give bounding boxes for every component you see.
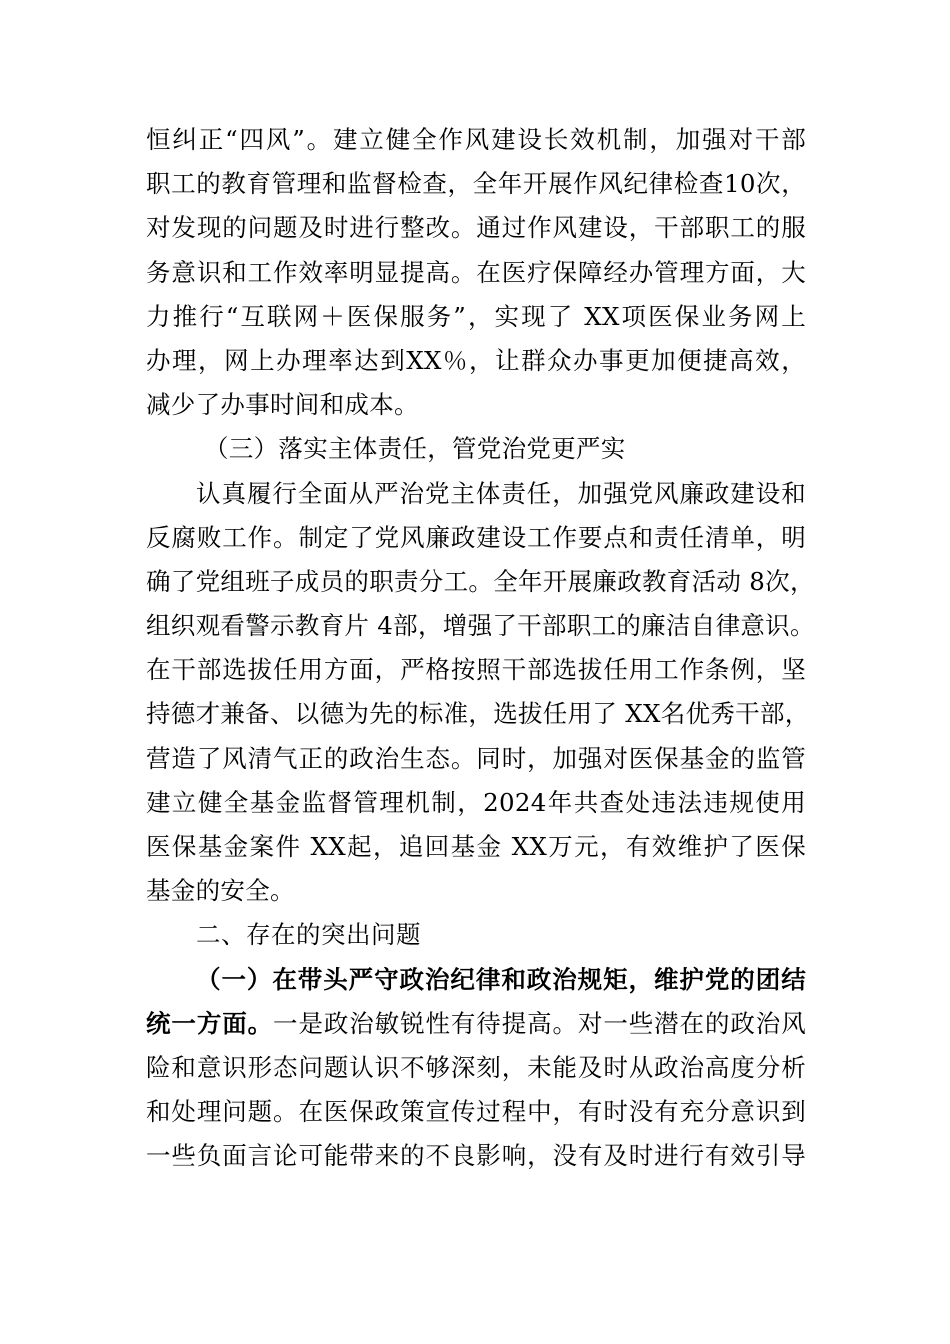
paragraph-text: 一是政治敏锐性有待提高。对一些潜在的政治风: [273, 1008, 806, 1038]
paragraph-line: 组织观看警示教育片 4部，增强了干部职工的廉洁自律意识。: [146, 611, 815, 641]
paragraph-line: 险和意识形态问题认识不够深刻，未能及时从政治高度分析: [146, 1052, 806, 1082]
paragraph-line: 建立健全基金监督管理机制，2024年共查处违法违规使用: [146, 787, 806, 817]
document-body: [146, 118, 815, 1179]
paragraph-line: 办理，网上办理率达到XX％，让群众办事更加便捷高效，: [146, 345, 806, 375]
paragraph-line: 医保基金案件 XX起，追回基金 XX万元，有效维护了医保: [146, 832, 806, 861]
subheading-one: （一）在带头严守政治纪律和政治规矩，维护党的团结: [196, 964, 806, 994]
paragraph-line: 力推行“互联网＋医保服务”，实现了 XX项医保业务网上: [146, 301, 806, 331]
paragraph-line: 反腐败工作。制定了党风廉政建设工作要点和责任清单，明: [146, 522, 806, 552]
paragraph-line: [146, 1002, 806, 1046]
paragraph-line: 减少了办事时间和成本。: [146, 390, 419, 420]
subheading-three: （三）落实主体责任，管党治党更严实: [204, 434, 626, 464]
paragraph-line: 务意识和工作效率明显提高。在医疗保障经办管理方面，大: [146, 257, 806, 287]
paragraph-line: 在干部选拔任用方面，严格按照干部选拔任用工作条例，坚: [146, 655, 806, 685]
paragraph-line: 和处理问题。在医保政策宣传过程中，有时没有充分意识到: [146, 1097, 806, 1127]
paragraph-line: 恒纠正“四风”。建立健全作风建设长效机制，加强对干部: [146, 125, 806, 154]
paragraph-line: 基金的安全。: [146, 876, 295, 906]
paragraph-line: 一些负面言论可能带来的不良影响，没有及时进行有效引导: [146, 1141, 806, 1171]
paragraph-line: 营造了风清气正的政治生态。同时，加强对医保基金的监管: [146, 743, 806, 773]
paragraph-line: 认真履行全面从严治党主体责任，加强党风廉政建设和: [196, 478, 806, 508]
subheading-one-continued: 统一方面。: [146, 1008, 274, 1038]
paragraph-line: 对发现的问题及时进行整改。通过作风建设，干部职工的服: [146, 213, 806, 243]
paragraph-line: 确了党组班子成员的职责分工。全年开展廉政教育活动 8次，: [146, 566, 815, 596]
section-heading-two: 二、存在的突出问题: [196, 920, 421, 950]
paragraph-line: 持德才兼备、以德为先的标准，选拔任用了 XX名优秀干部，: [146, 699, 810, 729]
paragraph-line: 职工的教育管理和监督检查，全年开展作风纪律检查10次，: [146, 169, 806, 199]
